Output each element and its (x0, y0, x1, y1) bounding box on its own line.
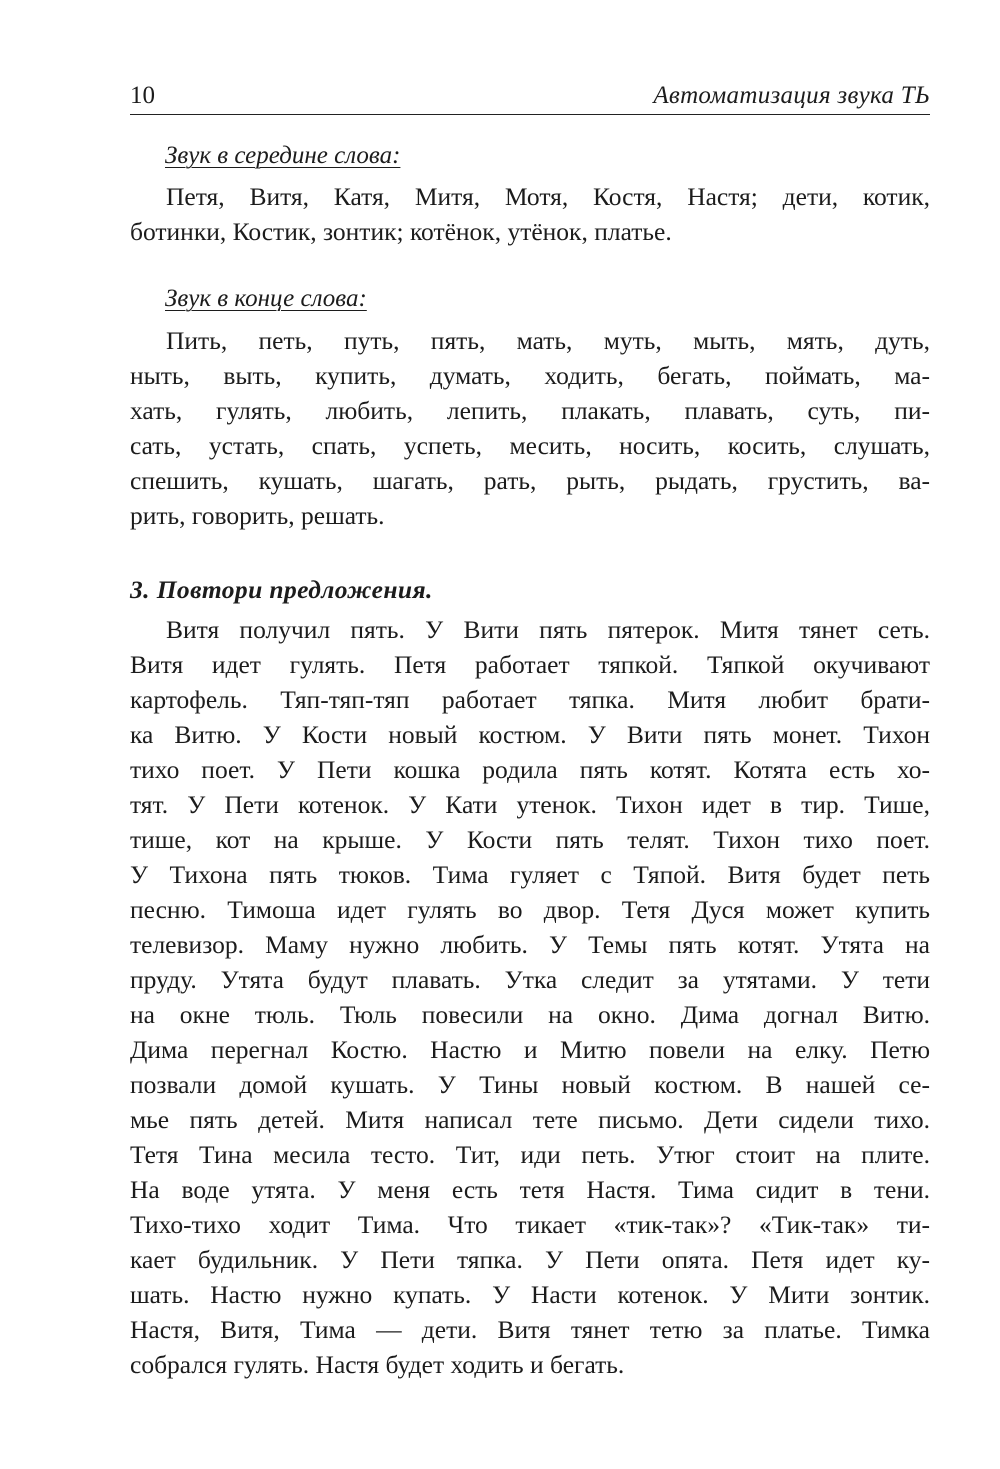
text-line: Дима перегнал Костю. Настю и Митю повели на елку. Петю (130, 1035, 930, 1064)
text-line: У Тихона пять тюков. Тима гуляет с Тяпой. Витя будет петь (130, 860, 930, 889)
text-line: Тетя Тина месила тесто. Тит, иди петь. Утюг стоит на плите. (130, 1140, 930, 1169)
text-line: сать, устать, спать, успеть, месить, носить, косить, слушать, (130, 431, 930, 460)
middle-section-text (130, 179, 930, 249)
text-line: телевизор. Маму нужно любить. У Темы пять котят. Утята на (130, 930, 930, 959)
text-line: Петя, Витя, Катя, Митя, Мотя, Костя, Настя; дети, котик, (166, 182, 930, 211)
exercise-text (130, 612, 930, 1382)
exercise-heading: 3. Повтори предложения. (130, 575, 433, 604)
text-line: тише, кот на крыше. У Кости пять телят. Тихон тихо поет. (130, 825, 930, 854)
text-line: тят. У Пети котенок. У Кати утенок. Тихон идет в тир. Тише, (130, 790, 930, 819)
text-line: рить, говорить, решать. (130, 501, 385, 530)
text-line: Пить, петь, путь, пять, мать, муть, мыть, мять, дуть, (166, 326, 930, 355)
text-line: ка Витю. У Кости новый костюм. У Вити пять монет. Тихон (130, 720, 930, 749)
text-line: пруду. Утята будут плавать. Утка следит за утятами. У тети (130, 965, 930, 994)
text-line: песню. Тимоша идет гулять во двор. Тетя Дуся может купить (130, 895, 930, 924)
text-line: Витя идет гулять. Петя работает тяпкой. Тяпкой окучивают (130, 650, 930, 679)
page-number: 10 (130, 82, 155, 109)
text-line: На воде утята. У меня есть тетя Настя. Тима сидит в тени. (130, 1175, 930, 1204)
text-line: Тихо-тихо ходит Тима. Что тикает «тик-так»? «Тик-так» ти- (130, 1210, 930, 1239)
text-line: мье пять детей. Митя написал тете письмо. Дети сидели тихо. (130, 1105, 930, 1134)
text-line: спешить, кушать, шагать, рать, рыть, рыдать, грустить, ва- (130, 466, 930, 495)
page-header (130, 80, 930, 115)
text-line: хать, гулять, любить, лепить, плакать, плавать, суть, пи- (130, 396, 930, 425)
text-line: тихо поет. У Пети кошка родила пять котят. Котята есть хо- (130, 755, 930, 784)
text-line: кает будильник. У Пети тяпка. У Пети опята. Петя идет ку- (130, 1245, 930, 1274)
end-section-heading: Звук в конце слова: (165, 285, 367, 312)
text-line: картофель. Тяп-тяп-тяп работает тяпка. Митя любит брати- (130, 685, 930, 714)
text-line: собрался гулять. Настя будет ходить и бегать. (130, 1350, 625, 1379)
text-line: на окне тюль. Тюль повесили на окно. Дима догнал Витю. (130, 1000, 930, 1029)
text-line: Витя получил пять. У Вити пять пятерок. Митя тянет сеть. (166, 615, 930, 644)
text-line: шать. Настю нужно купать. У Насти котенок. У Мити зонтик. (130, 1280, 930, 1309)
running-title: Автоматизация звука ТЬ (653, 82, 930, 109)
text-line: ботинки, Костик, зонтик; котёнок, утёнок, платье. (130, 217, 672, 246)
middle-section-heading: Звук в середине слова: (165, 142, 401, 169)
end-section-text (130, 323, 930, 533)
text-line: ныть, выть, купить, думать, ходить, бегать, поймать, ма- (130, 361, 930, 390)
text-line: позвали домой кушать. У Тины новый костюм. В нашей се- (130, 1070, 930, 1099)
text-line: Настя, Витя, Тима — дети. Витя тянет тетю за платье. Тимка (130, 1315, 930, 1344)
